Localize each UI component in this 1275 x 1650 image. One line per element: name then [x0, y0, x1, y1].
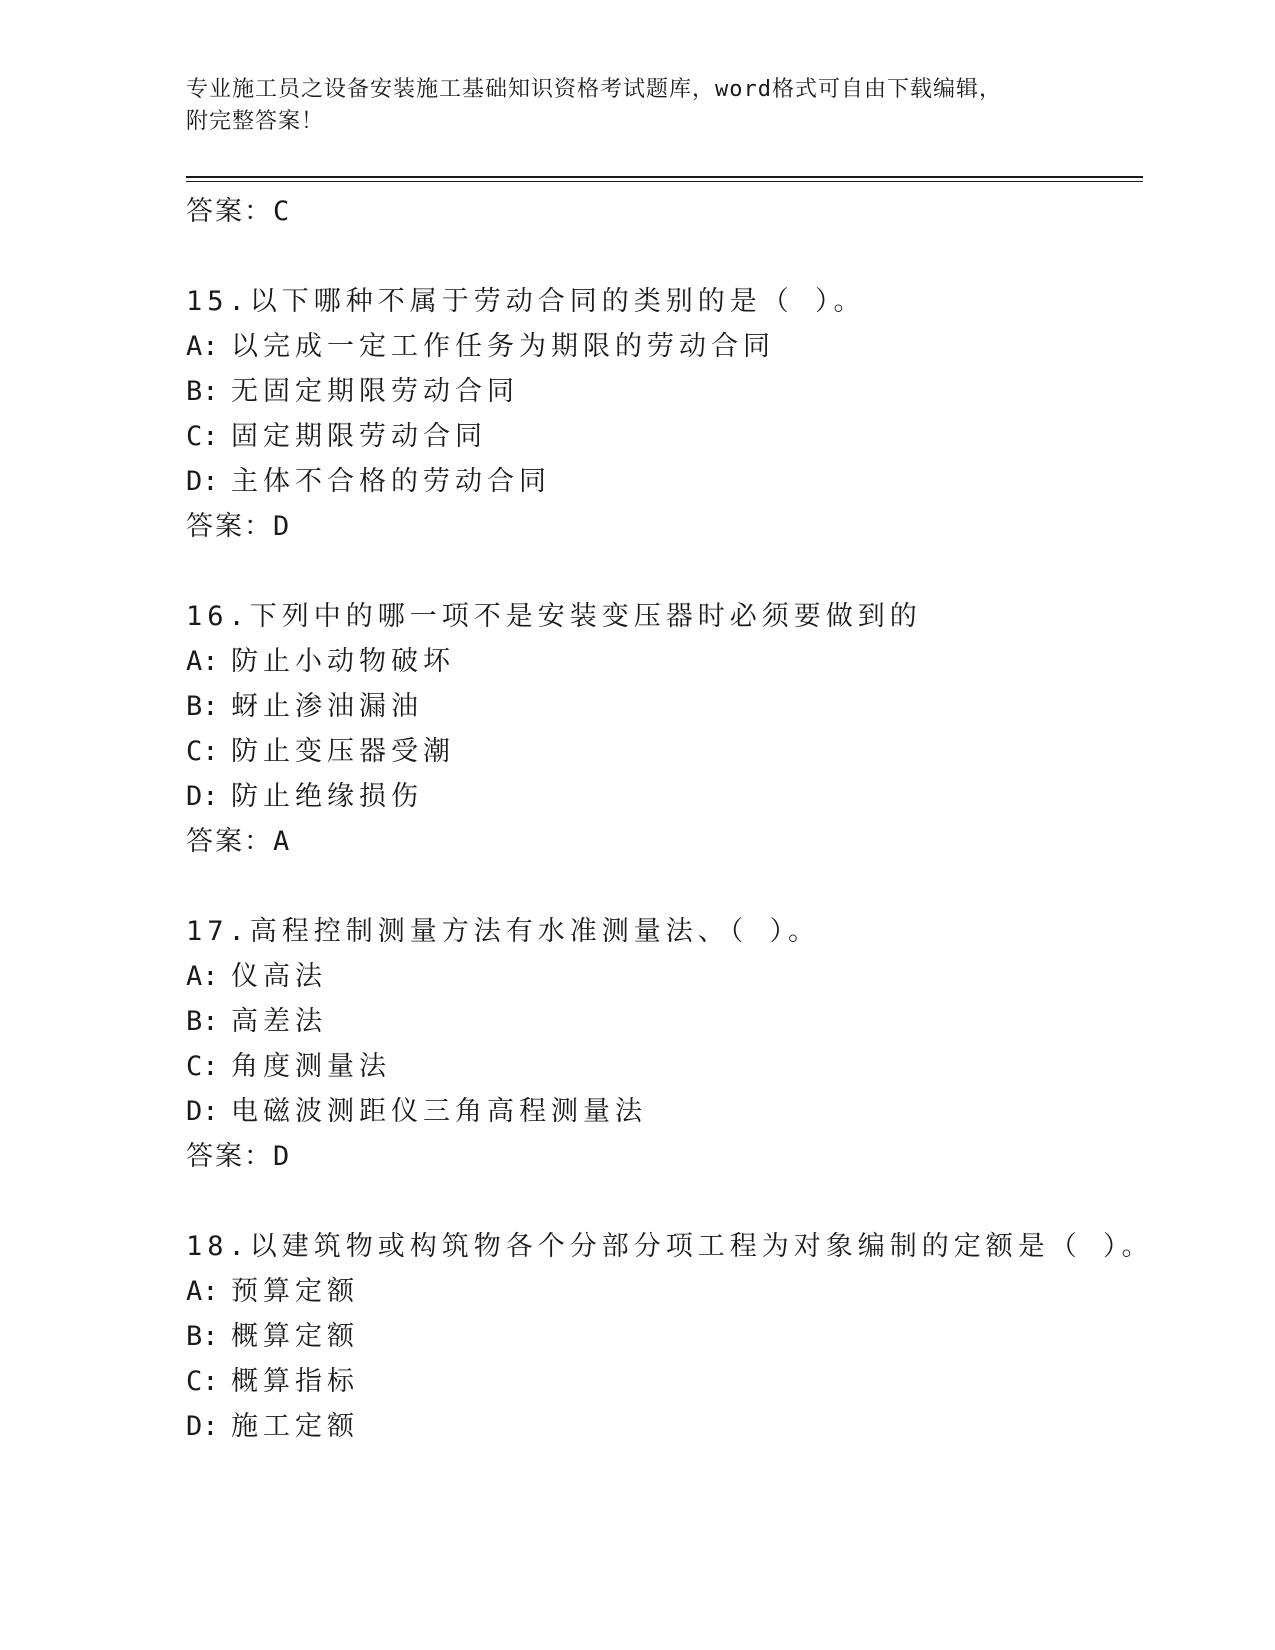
spacer: [186, 864, 1146, 909]
header-divider-thin: [186, 181, 1143, 182]
option-text: 蚜止渗油漏油: [231, 691, 423, 722]
document-header: [186, 74, 1086, 138]
option-letter: D:: [186, 466, 219, 497]
option-letter: D:: [186, 1096, 219, 1127]
option-letter: B:: [186, 1006, 219, 1037]
option-d: [186, 459, 1146, 504]
option-text: 以完成一定工作任务为期限的劳动合同: [231, 331, 775, 362]
option-letter: D:: [186, 1411, 219, 1442]
option-text: 防止小动物破坏: [231, 646, 455, 677]
question-stem: 17.高程控制测量方法有水准测量法、（ ）。: [186, 916, 821, 947]
question-stem: 18.以建筑物或构筑物各个分部分项工程为对象编制的定额是（ ）。: [186, 1231, 1154, 1262]
option-text: 预算定额: [231, 1276, 359, 1307]
option-letter: C:: [186, 421, 219, 452]
option-letter: C:: [186, 1366, 219, 1397]
option-c: [186, 729, 1146, 774]
question-17: [186, 909, 1146, 1179]
question-stem: 16.下列中的哪一项不是安装变压器时必须要做到的: [186, 601, 922, 632]
option-c: [186, 1359, 1146, 1404]
answer-line: 答案：D: [186, 1141, 292, 1172]
option-letter: A:: [186, 331, 219, 362]
option-text: 电磁波测距仪三角高程测量法: [231, 1096, 647, 1127]
option-text: 施工定额: [231, 1411, 359, 1442]
option-letter: A:: [186, 961, 219, 992]
header-line-1: 专业施工员之设备安装施工基础知识资格考试题库，word格式可自由下载编辑，: [186, 77, 1002, 102]
option-letter: D:: [186, 781, 219, 812]
option-d: [186, 774, 1146, 819]
option-letter: A:: [186, 1276, 219, 1307]
option-a: [186, 639, 1146, 684]
option-b: [186, 1314, 1146, 1359]
option-text: 防止绝缘损伤: [231, 781, 423, 812]
answer-line: 答案：D: [186, 511, 292, 542]
option-d: [186, 1089, 1146, 1134]
option-letter: B:: [186, 691, 219, 722]
option-a: [186, 324, 1146, 369]
option-text: 角度测量法: [231, 1051, 391, 1082]
option-text: 无固定期限劳动合同: [231, 376, 519, 407]
option-letter: C:: [186, 1051, 219, 1082]
option-b: [186, 999, 1146, 1044]
option-text: 高差法: [231, 1006, 327, 1037]
question-18: [186, 1224, 1154, 1449]
option-d: [186, 1404, 1146, 1449]
question-list: [186, 189, 1154, 1449]
option-letter: C:: [186, 736, 219, 767]
option-c: [186, 1044, 1146, 1089]
spacer: [186, 549, 1146, 594]
option-letter: A:: [186, 646, 219, 677]
spacer: [186, 1179, 1146, 1224]
option-text: 概算指标: [231, 1366, 359, 1397]
header-divider-thick: [186, 176, 1143, 178]
question-15: [186, 279, 1146, 549]
previous-answer: 答案：C: [186, 196, 292, 227]
option-b: [186, 684, 1146, 729]
option-letter: B:: [186, 1321, 219, 1352]
option-text: 仪高法: [231, 961, 327, 992]
option-c: [186, 414, 1146, 459]
header-line-2: 附完整答案！: [186, 109, 325, 134]
question-stem: 15.以下哪种不属于劳动合同的类别的是（ ）。: [186, 286, 866, 317]
spacer: [186, 234, 1146, 279]
option-text: 防止变压器受潮: [231, 736, 455, 767]
question-16: [186, 594, 1146, 864]
option-a: [186, 954, 1146, 999]
option-text: 主体不合格的劳动合同: [231, 466, 551, 497]
option-b: [186, 369, 1146, 414]
option-a: [186, 1269, 1146, 1314]
option-letter: B:: [186, 376, 219, 407]
option-text: 概算定额: [231, 1321, 359, 1352]
option-text: 固定期限劳动合同: [231, 421, 487, 452]
answer-line: 答案：A: [186, 826, 292, 857]
